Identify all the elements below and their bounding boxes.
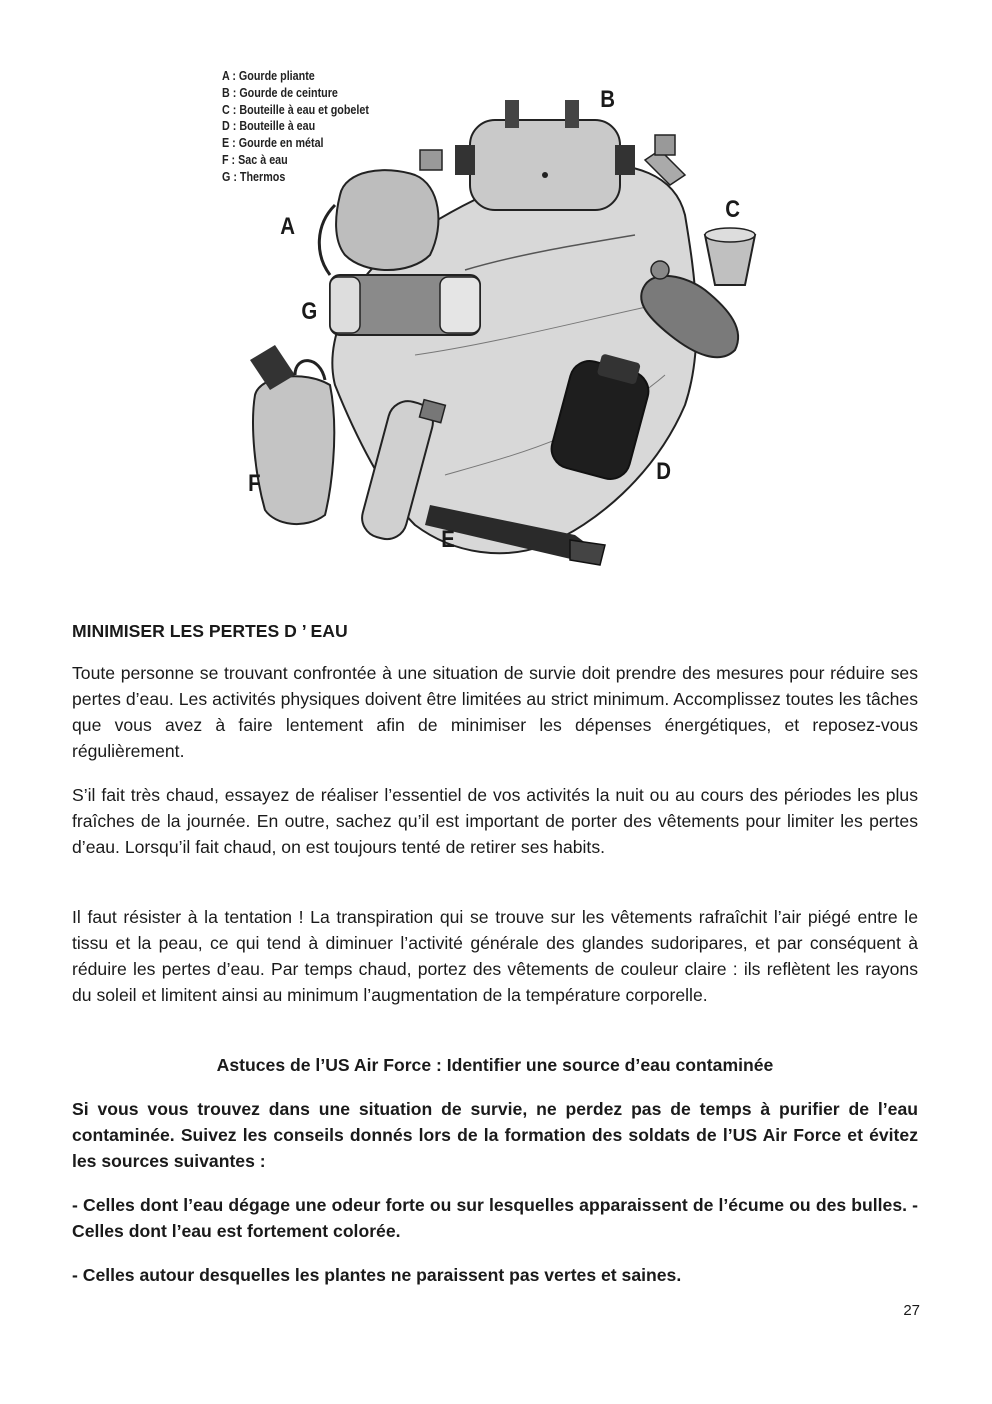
legend-item: A : Gourde pliante bbox=[222, 69, 315, 83]
label-letter-c: C bbox=[725, 196, 741, 223]
legend-item: B : Gourde de ceinture bbox=[222, 85, 338, 100]
section-heading-block bbox=[72, 618, 918, 644]
page-number: 27 bbox=[903, 1302, 920, 1319]
tips-item-text: - Celles autour desquelles les plantes ne paraissent pas vertes et saines. bbox=[72, 1265, 682, 1285]
tips-title: Astuces de l’US Air Force : Identifier une source d’eau contaminée bbox=[216, 1055, 774, 1075]
legend-item: F : Sac à eau bbox=[222, 152, 288, 167]
paragraph-text: Il faut résister à la tentation ! La transpiration qui se trouve sur les vêtements rafraîchit l’air piégé entre le tissu et la peau, ce qui tend à diminuer l’activité générale des glandes sudoripares, et par conséquent à réduire les pertes d’eau. Par temps chaud, portez des vêtements de couleur claire : ils reflètent les rayons du soleil et limitent ainsi au minimum l’augmentation de la température corporelle. bbox=[72, 907, 918, 1005]
tips-item-text: - Celles dont l’eau dégage une odeur forte ou sur lesquelles apparaissent de l’écume ou des bulles. - Celles dont l’eau est fortement colorée. bbox=[72, 1195, 918, 1241]
section-heading: MINIMISER LES PERTES D ’ EAU bbox=[72, 621, 348, 641]
tips-title-block bbox=[72, 1052, 918, 1078]
label-letter-g: G bbox=[301, 298, 318, 325]
tips-item-2 bbox=[72, 1262, 918, 1288]
illustration-legend bbox=[222, 68, 369, 186]
paragraph-3 bbox=[72, 904, 918, 1008]
label-letter-a: A bbox=[280, 213, 296, 240]
paragraph-2 bbox=[72, 782, 918, 860]
water-bag-drawing bbox=[250, 345, 334, 524]
label-letter-b: B bbox=[600, 86, 616, 113]
thermos-drawing bbox=[330, 275, 480, 335]
belt-canteen-drawing bbox=[455, 100, 635, 210]
legend-item: C : Bouteille à eau et gobelet bbox=[222, 102, 369, 117]
label-letter-e: E bbox=[441, 526, 455, 553]
cup-drawing bbox=[705, 228, 755, 285]
legend-item: D : Bouteille à eau bbox=[222, 119, 316, 134]
label-letter-f: F bbox=[248, 470, 261, 497]
paragraph-text: S’il fait très chaud, essayez de réaliser l’essentiel de vos activités la nuit ou au cours des périodes les plus fraîches de la journée. En outre, sachez qu’il est important de porter des vêtements pour limiter les pertes d’eau. Lorsqu’il fait chaud, on est toujours tenté de retirer ses habits. bbox=[72, 785, 918, 857]
label-letter-d: D bbox=[656, 458, 672, 485]
paragraph-text: Toute personne se trouvant confrontée à une situation de survie doit prendre des mesures pour réduire ses pertes d’eau. Les activités physiques doivent être limitées au strict minimum. Accomplissez toutes les tâches que vous avez à faire lentement afin de minimiser les dépenses énergétiques, et reposez-vous régulièrement. bbox=[72, 663, 918, 761]
paragraph-1 bbox=[72, 660, 918, 764]
tips-item-1 bbox=[72, 1192, 918, 1244]
tips-intro-block bbox=[72, 1096, 918, 1174]
legend-item: E : Gourde en métal bbox=[222, 136, 324, 151]
legend-item: G : Thermos bbox=[222, 169, 286, 184]
tips-intro: Si vous vous trouvez dans une situation de survie, ne perdez pas de temps à purifier de l’eau contaminée. Suivez les conseils donnés lors de la formation des soldats de l’US Air Force et évitez les sources suivantes : bbox=[72, 1099, 918, 1171]
